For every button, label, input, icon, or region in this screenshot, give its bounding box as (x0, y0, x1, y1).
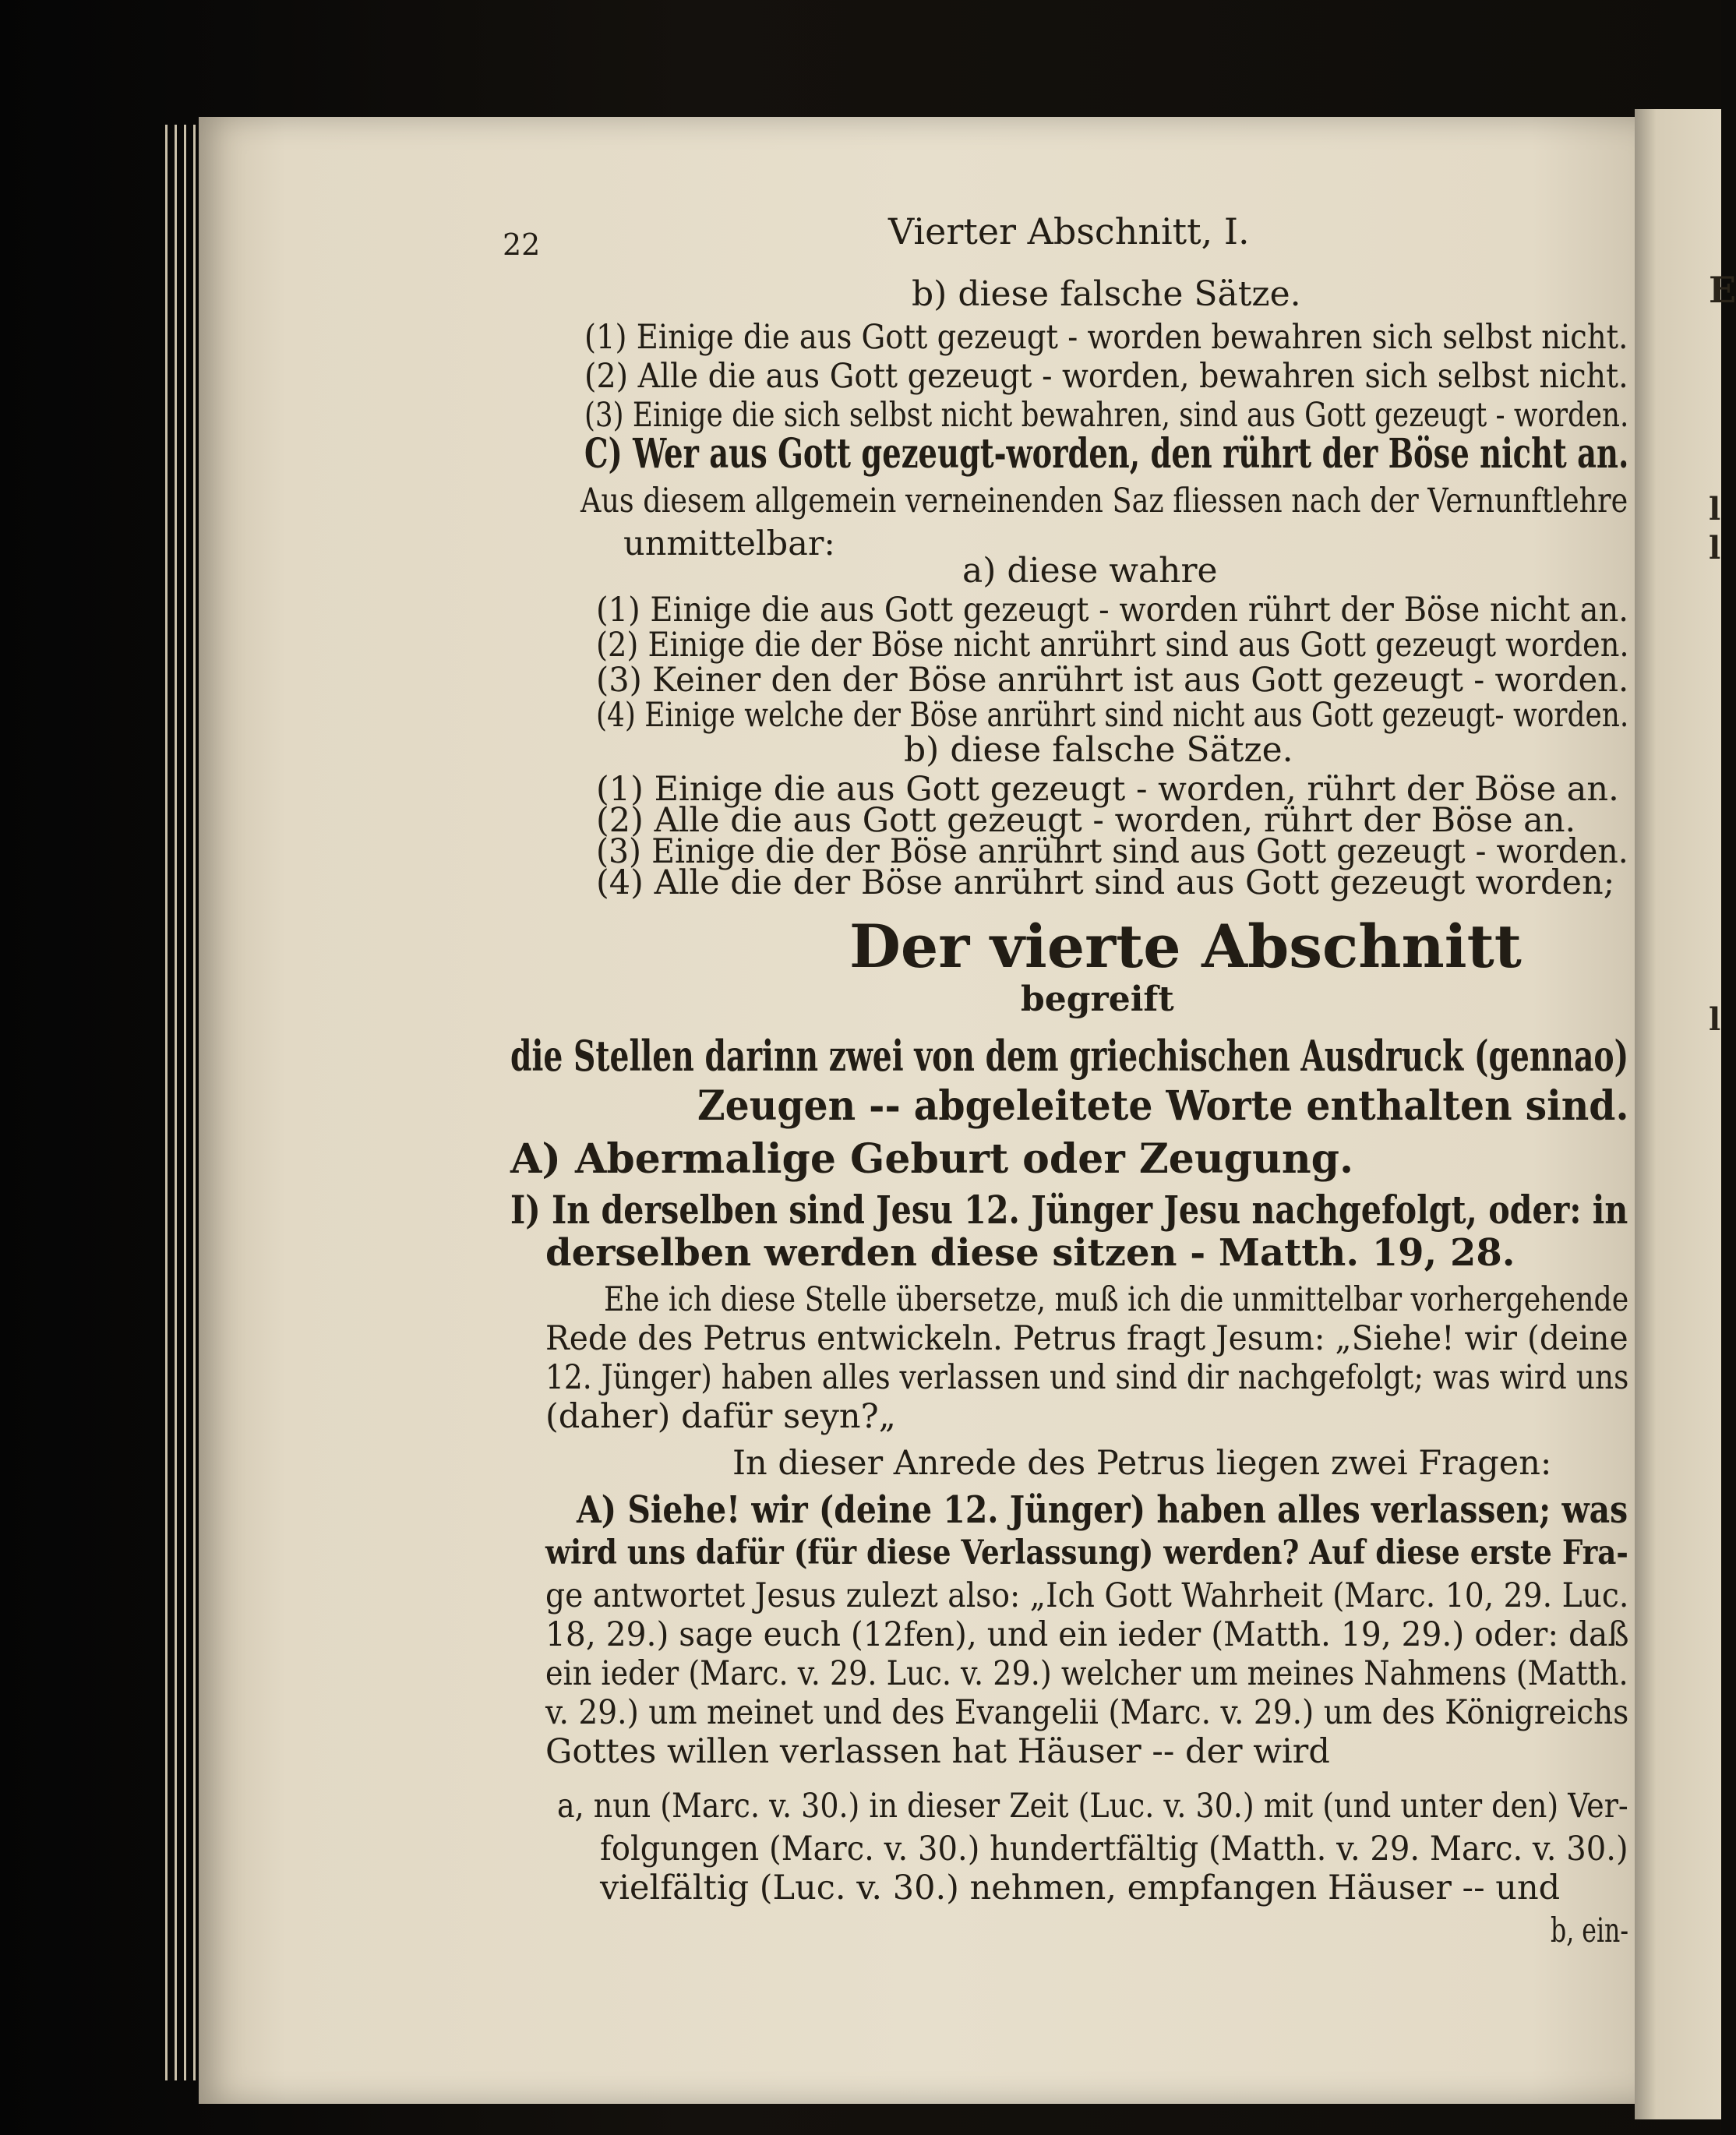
facing-page-letter: l (1709, 530, 1721, 566)
text-line: (3) Keiner den der Böse anrührt ist aus Gott gezeugt - worden. (596, 661, 1629, 700)
text-line: (3) Einige die der Böse anrührt sind aus Gott gezeugt - worden. (596, 832, 1628, 871)
text-line: Rede des Petrus entwickeln. Petrus fragt Jesum: „Siehe! wir (deine (545, 1319, 1628, 1358)
text-line: (2) Alle die aus Gott gezeugt - worden, rührt der Böse an. (596, 801, 1576, 840)
text-line: (3) Einige die sich selbst nicht bewahren, sind aus Gott gezeugt - worden. (584, 396, 1629, 435)
text-line: folgungen (Marc. v. 30.) hundertfältig (Matth. v. 29. Marc. v. 30.) (600, 1830, 1628, 1869)
text-line: a) diese wahre (962, 551, 1218, 591)
section-begreift: begreift (1021, 979, 1174, 1019)
text-line: b, ein- (1551, 1911, 1629, 1950)
text-line: (1) Einige die aus Gott gezeugt - worden rührt der Böse nicht an. (596, 591, 1629, 630)
text-line: unmittelbar: (623, 524, 835, 563)
text-line: (2) Alle die aus Gott gezeugt - worden, bewahren sich selbst nicht. (584, 357, 1628, 396)
facing-page-letter: E (1709, 269, 1736, 311)
text-line: Ehe ich diese Stelle übersetze, muß ich die unmittelbar vorhergehende (604, 1280, 1629, 1319)
text-line: (1) Einige die aus Gott gezeugt - worden bewahren sich selbst nicht. (584, 318, 1628, 357)
text-line: b) diese falsche Sätze. (904, 730, 1293, 770)
text-line: I) In derselben sind Jesu 12. Jünger Jesu nachgefolgt, oder: in (510, 1187, 1628, 1233)
text-line: (4) Einige welche der Böse anrührt sind nicht aus Gott gezeugt- worden. (596, 696, 1629, 735)
text-line: A) Siehe! wir (deine 12. Jünger) haben alles verlassen; was (577, 1488, 1628, 1532)
text-line: ge antwortet Jesus zulezt also: „Ich Gott Wahrheit (Marc. 10, 29. Luc. (545, 1576, 1629, 1615)
facing-page-letter: l (1709, 491, 1721, 528)
text-line: Gottes willen verlassen hat Häuser -- der wird (545, 1732, 1330, 1771)
text-line: C) Wer aus Gott gezeugt-worden, den rührt der Böse nicht an. (584, 430, 1629, 478)
section-line-1: die Stellen darinn zwei von dem griechischen Ausdruck (gennao) (510, 1031, 1629, 1081)
text-line: ein ieder (Marc. v. 29. Luc. v. 29.) welcher um meines Nahmens (Matth. (545, 1654, 1628, 1693)
running-head: Vierter Abschnitt, I. (888, 210, 1250, 252)
text-line: b) diese falsche Sätze. (912, 274, 1301, 314)
text-line: a, nun (Marc. v. 30.) in dieser Zeit (Luc. v. 30.) mit (und unter den) Ver- (557, 1787, 1628, 1826)
text-line: In dieser Anrede des Petrus liegen zwei Fragen: (732, 1444, 1552, 1483)
text-line: v. 29.) um meinet und des Evangelii (Marc. v. 29.) um des Königreichs (545, 1693, 1629, 1732)
text-line: (4) Alle die der Böse anrührt sind aus Gott gezeugt worden; (596, 863, 1615, 902)
text-line: derselben werden diese sitzen - Matth. 19, 28. (545, 1231, 1515, 1275)
text-line: A) Abermalige Geburt oder Zeugung. (510, 1135, 1354, 1183)
text-line: (daher) dafür seyn?„ (545, 1397, 896, 1436)
text-line: Aus diesem allgemein verneinenden Saz fliessen nach der Vernunftlehre (580, 482, 1628, 521)
section-title: Der vierte Abschnitt (849, 912, 1522, 981)
page-number: 22 (503, 228, 541, 262)
section-line-2: Zeugen -- abgeleitete Worte enthalten sind. (697, 1082, 1629, 1130)
facing-page-edge (1635, 109, 1736, 2119)
text-line: vielfältig (Luc. v. 30.) nehmen, empfangen Häuser -- und (600, 1869, 1561, 1907)
text-line: (1) Einige die aus Gott gezeugt - worden, rührt der Böse an. (596, 770, 1619, 809)
text-line: (2) Einige die der Böse nicht anrührt sind aus Gott gezeugt worden. (596, 626, 1629, 665)
text-line: 12. Jünger) haben alles verlassen und sind dir nachgefolgt; was wird uns (545, 1358, 1629, 1397)
text-line: 18, 29.) sage euch (12fen), und ein ieder (Matth. 19, 29.) oder: daß (545, 1615, 1629, 1654)
text-line: wird uns dafür (für diese Verlassung) werden? Auf diese erste Fra- (545, 1533, 1628, 1572)
facing-page-letter: l (1709, 1001, 1721, 1038)
